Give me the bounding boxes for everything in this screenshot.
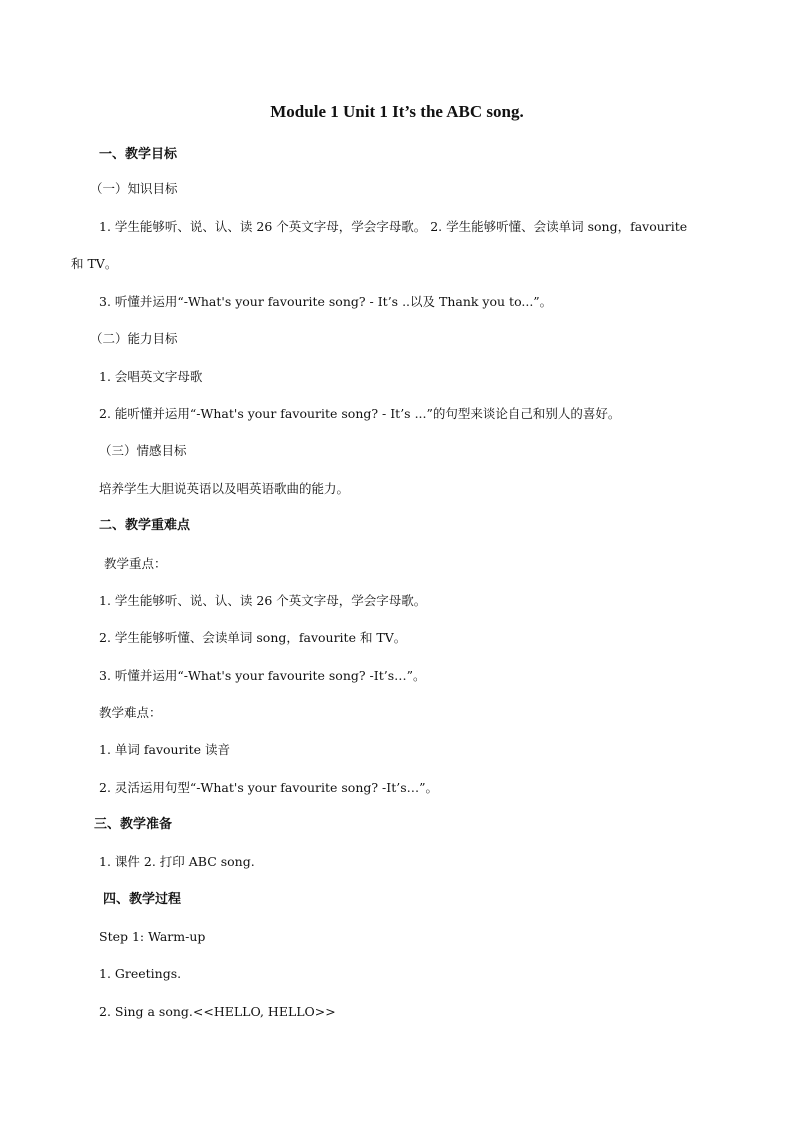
- subheading-ability-objectives: （二）能力目标: [90, 331, 178, 346]
- knowledge-item-1-2: 1. 学生能够听、说、认、读 26 个英文字母，学会字母歌。 2. 学生能够听懂、会读单词 song，favourite: [99, 219, 688, 234]
- preparation-items: 1. 课件 2. 打印 ABC song.: [99, 854, 255, 869]
- subheading-knowledge-objectives: （一）知识目标: [90, 181, 178, 196]
- difficult-point-1: 1. 单词 favourite 读音: [99, 742, 230, 757]
- key-point-1: 1. 学生能够听、说、认、读 26 个英文字母，学会字母歌。: [99, 593, 427, 608]
- heading-key-difficult-points: 二、教学重难点: [99, 518, 191, 533]
- subheading-emotional-objectives: （三）情感目标: [99, 443, 187, 458]
- heading-teaching-preparation: 三、教学准备: [94, 817, 173, 832]
- heading-teaching-process: 四、教学过程: [103, 892, 182, 907]
- emotional-item: 培养学生大胆说英语以及唱英语歌曲的能力。: [99, 481, 350, 496]
- label-difficult-points: 教学难点：: [99, 705, 162, 720]
- label-key-points: 教学重点：: [104, 556, 167, 571]
- ability-item-2: 2. 能听懂并运用“-What's your favourite song? - It’s ...”的句型来谈论自己和别人的喜好。: [99, 406, 621, 421]
- key-point-2: 2. 学生能够听懂、会读单词 song，favourite 和 TV。: [99, 630, 407, 645]
- document-title: Module 1 Unit 1 It’s the ABC song.: [270, 102, 524, 121]
- ability-item-1: 1. 会唱英文字母歌: [99, 369, 203, 384]
- warm-up-item-2: 2. Sing a song.<<HELLO, HELLO>>: [99, 1004, 336, 1019]
- heading-teaching-objectives: 一、教学目标: [99, 147, 178, 162]
- key-point-3: 3. 听懂并运用“-What's your favourite song? -It’s…”。: [99, 668, 426, 683]
- knowledge-item-3: 3. 听懂并运用“-What's your favourite song? - It’s ..以及 Thank you to...”。: [99, 294, 553, 309]
- difficult-point-2: 2. 灵活运用句型“-What's your favourite song? -It’s…”。: [99, 780, 439, 795]
- step-1-warm-up: Step 1: Warm-up: [99, 929, 206, 944]
- knowledge-item-2-continued: 和 TV。: [71, 256, 118, 271]
- warm-up-item-1: 1. Greetings.: [99, 966, 182, 981]
